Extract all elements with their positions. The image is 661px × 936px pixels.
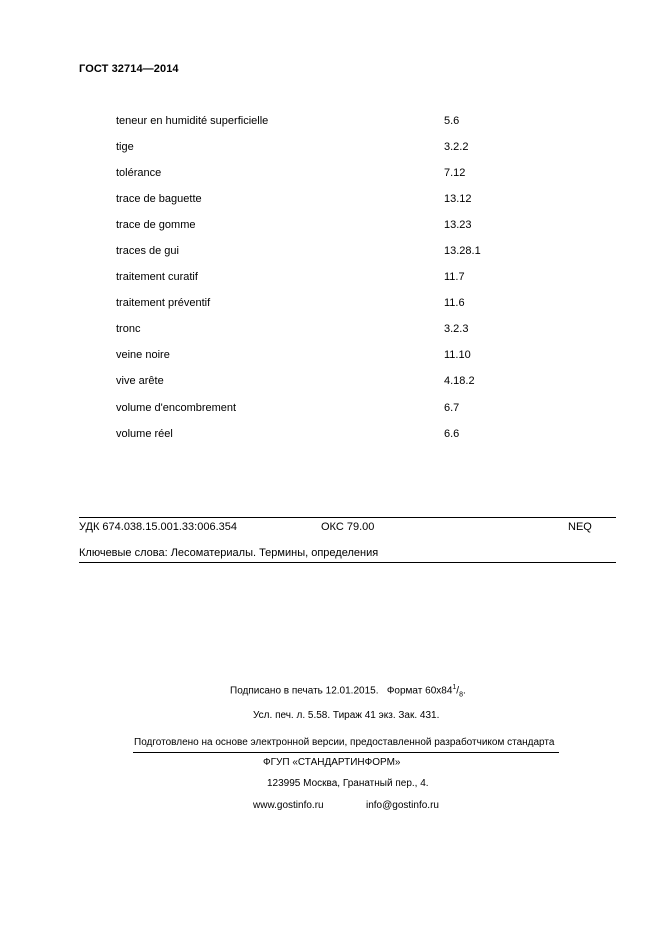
- format-sup: 1: [452, 684, 457, 691]
- index-ref: 4.18.2: [444, 375, 475, 387]
- website-link[interactable]: www.gostinfo.ru: [253, 800, 324, 811]
- index-ref: 7.12: [444, 167, 466, 179]
- index-term: vive arête: [116, 375, 164, 387]
- prepared-note: Подготовлено на основе электронной версии, предоставленной разработчиком стандарта: [134, 737, 555, 748]
- format-suffix: .: [462, 685, 466, 697]
- signed-line: Подписано в печать 12.01.2015. Формат $60х84^1/_8$.: [230, 684, 466, 699]
- neq-label: NEQ: [568, 521, 592, 533]
- index-ref: 3.2.3: [444, 323, 469, 335]
- udk-code: УДК 674.038.15.001.33:006.354: [79, 521, 237, 533]
- imprint-rule: [133, 752, 559, 753]
- oks-code: ОКС 79.00: [321, 521, 375, 533]
- classification-top-rule: [79, 517, 616, 518]
- index-term: volume d'encombrement: [116, 402, 237, 414]
- index-ref: 6.6: [444, 428, 460, 440]
- email-link[interactable]: info@gostinfo.ru: [366, 800, 439, 811]
- index-term: traitement préventif: [116, 297, 211, 309]
- index-ref: 3.2.2: [444, 141, 469, 153]
- index-ref: 11.6: [444, 297, 465, 309]
- publisher-address: 123995 Москва, Гранатный пер., 4.: [267, 778, 429, 789]
- format-sub: 8: [459, 691, 463, 699]
- index-term: traitement curatif: [116, 271, 198, 283]
- keywords-line: Ключевые слова: Лесоматериалы. Термины, определения: [79, 547, 379, 559]
- index-ref: 6.7: [444, 402, 460, 414]
- index-term: trace de gomme: [116, 219, 196, 231]
- index-term: trace de baguette: [116, 193, 202, 205]
- document-header-code: ГОСТ 32714—2014: [79, 63, 179, 75]
- index-term: volume réel: [116, 428, 173, 440]
- publisher-name: ФГУП «СТАНДАРТИНФОРМ»: [263, 757, 401, 768]
- format-prefix: Формат 60х84: [386, 685, 453, 697]
- index-term: veine noire: [116, 349, 170, 361]
- index-ref: 5.6: [444, 115, 460, 127]
- index-term: tronc: [116, 323, 141, 335]
- index-ref: 13.28.1: [444, 245, 481, 257]
- print-details: Усл. печ. л. 5.58. Тираж 41 экз. Зак. 431.: [253, 710, 440, 721]
- signed-date: Подписано в печать 12.01.2015.: [230, 685, 379, 697]
- index-term: traces de gui: [116, 245, 179, 257]
- index-term: teneur en humidité superficielle: [116, 115, 269, 127]
- index-ref: 13.23: [444, 219, 472, 231]
- index-ref: 11.10: [444, 349, 471, 361]
- index-ref: 11.7: [444, 271, 465, 283]
- index-ref: 13.12: [444, 193, 472, 205]
- index-term: tige: [116, 141, 134, 153]
- classification-bottom-rule: [79, 562, 616, 563]
- index-term: tolérance: [116, 167, 162, 179]
